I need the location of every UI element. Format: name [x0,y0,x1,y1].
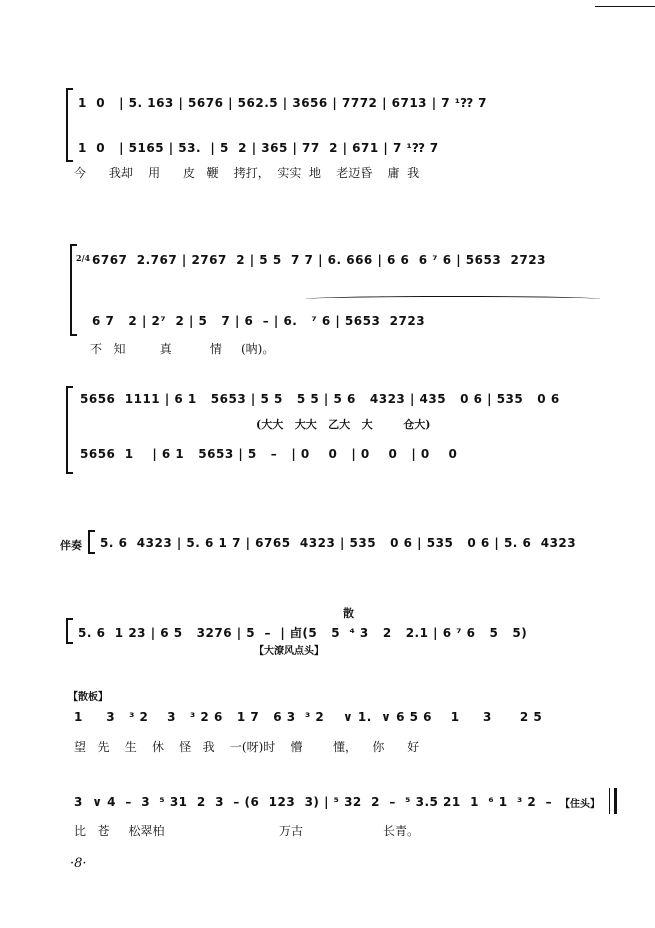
accompaniment-notes: 5. 6 1 23 | 6 5 3276 | 5 – | 卣(5 5 ⁴ 3 2 2.1 | 6 ⁷ 6 5 5) [78,626,528,640]
lower-staff-notes: 5656 1 | 6 1 5653 | 5 – | 0 0 | 0 0 | 0 0 [80,447,458,461]
section-tag: 【散板】 [68,692,108,703]
percussion-syllables: (大大 大大 乙大 大 仓大) [256,418,431,431]
slur [306,296,600,302]
section-tag: 【大潦风点头】 [254,646,324,657]
time-signature: 2/4 [76,253,91,263]
lower-staff-notes: 6 7 2 | 2⁷ 2 | 5 7 | 6 – | 6. ⁷ 6 | 5653 2723 [92,314,426,328]
vocal-notes: 1 3 ³ 2 3 ³ 2 6 1 7 6 3 ³ 2 ∨ 1. ∨ 6 5 6 1 3 2 5 [74,710,543,724]
upper-staff-notes: 5656 1111 | 6 1 5653 | 5 5 5 5 | 5 6 4323 | 435 0 6 | 535 0 6 [80,392,560,406]
system-brace [88,530,95,554]
final-barline [609,788,617,814]
lyrics-line: 比 苍 松翠柏 万古 长青。 [74,824,420,838]
vocal-notes: 3 ∨ 4 – 3 ⁵ 31 2 3 – (6 123 3) | ⁵ 32 2 – ⁵ 3.5 21 1 ⁶ 1 ³ 2 – [74,795,553,809]
upper-staff-notes: 1 0 | 5. 163 | 5676 | 562.5 | 3656 | 7772 | 6713 | 7 ¹⁇ 7 [78,96,487,110]
end-tag: 【住头】 [560,799,600,810]
system-brace [66,618,73,644]
system-brace [66,386,73,474]
lyrics-line: 不 知 真 情 (呐)。 [90,342,275,356]
accompaniment-notes: 5. 6 4323 | 5. 6 1 7 | 6765 4323 | 535 0 6 | 535 0 6 | 5. 6 4323 [100,536,577,550]
lyrics-line: 今 我却 用 皮 鞭 拷打， 实实 地 老迈昏 庸 我 [74,166,420,180]
free-meter-mark: 散 [343,607,354,620]
corner-rule [595,6,655,7]
lower-staff-notes: 1 0 | 5165 | 53. | 5 2 | 365 | 77 2 | 671 | 7 ¹⁇ 7 [78,141,439,155]
lyrics-line: 望 先 生 休 怪 我 一(呀)时 懵 懂， 你 好 [74,740,420,754]
system-brace [66,88,73,162]
upper-staff-notes: 6767 2.767 | 2767 2 | 5 5 7 7 | 6. 666 | 6 6 6 ⁷ 6 | 5653 2723 [92,253,546,267]
page-number: ·8· [70,856,87,871]
accompaniment-label: 伴奏 [60,539,82,552]
